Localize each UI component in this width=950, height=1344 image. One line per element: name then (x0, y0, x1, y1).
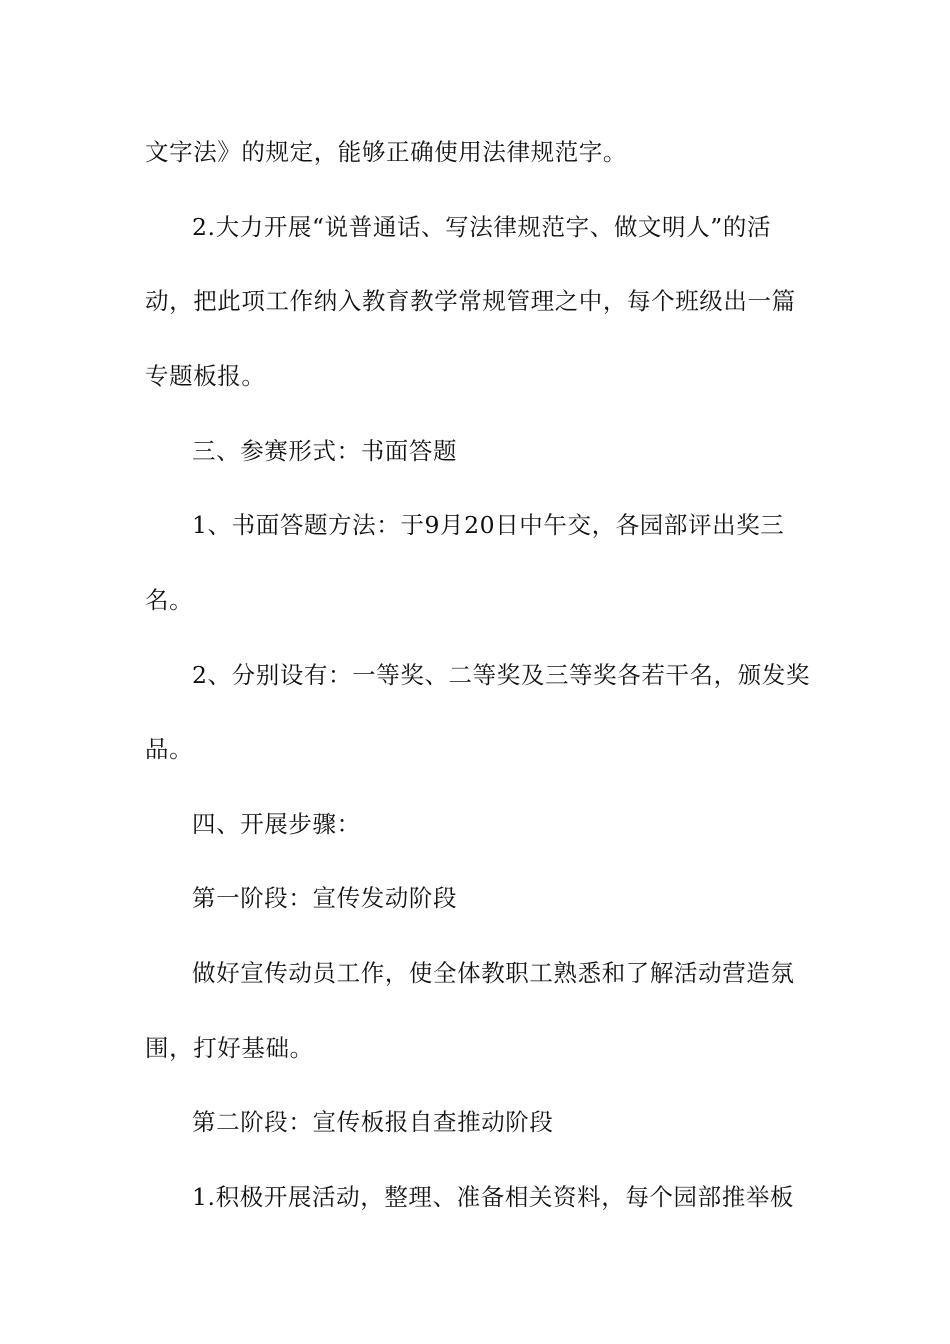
subsection-heading: 第二阶段：宣传板报自查推动阶段 (192, 1108, 554, 1136)
section-heading: 三、参赛形式：书面答题 (192, 437, 458, 465)
text-line: 做好宣传动员工作，使全体教职工熟悉和了解活动营造氛 (192, 959, 795, 987)
text-line: 1、书面答题方法：于9月20日中午交，各园部评出奖三 (192, 511, 785, 539)
text-line: 品。 (145, 735, 194, 763)
text-line: 文字法》的规定，能够正确使用法律规范字。 (145, 138, 627, 166)
section-heading: 四、开展步骤： (192, 810, 361, 838)
text-line: 1.积极开展活动，整理、准备相关资料，每个园部推举板 (192, 1183, 795, 1211)
subsection-heading: 第一阶段：宣传发动阶段 (192, 884, 458, 912)
text-line: 2、分别设有：一等奖、二等奖及三等奖各若干名，颁发奖 (192, 661, 811, 689)
text-line: 专题板报。 (145, 362, 266, 390)
text-line: 动，把此项工作纳入教育教学常规管理之中，每个班级出一篇 (145, 287, 796, 315)
text-line: 2.大力开展“说普通话、写法律规范字、做文明人”的活 (192, 213, 772, 241)
text-line: 名。 (145, 586, 194, 614)
text-line: 围，打好基础。 (145, 1034, 314, 1062)
